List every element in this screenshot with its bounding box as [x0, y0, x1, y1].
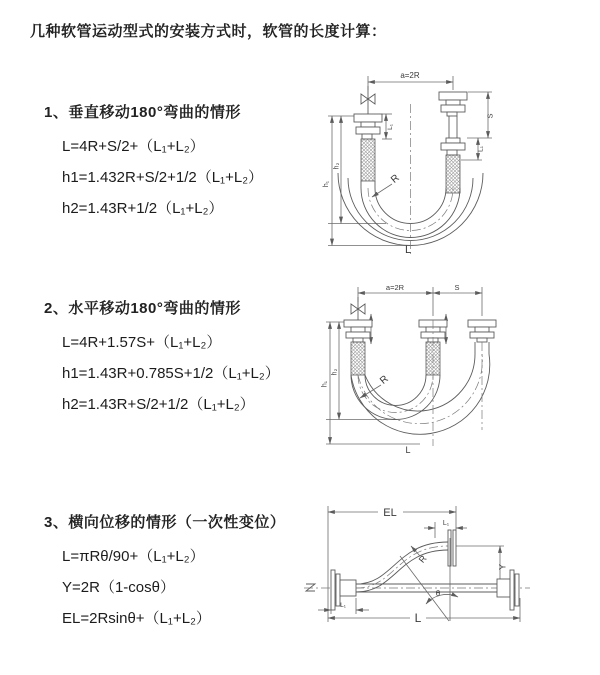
page-title: 几种软管运动型式的安装方式时，软管的长度计算：	[30, 23, 387, 40]
section-2-heading: 2、水平移动180°弯曲的情形	[44, 300, 241, 317]
formula-L: L=πRθ/90+（L₁+L₂）	[62, 548, 205, 565]
dim-label-h2: h₂	[331, 368, 339, 376]
radius-annotation	[360, 374, 391, 398]
section-3-heading: 3、横向位移的情形（一次性变位）	[44, 514, 286, 531]
dim-label-a2r: a=2R	[385, 283, 405, 292]
displaced-hose	[356, 530, 456, 592]
dim-label-l1-top: L₁	[442, 520, 450, 527]
section-1-heading: 1、垂直移动180°弯曲的情形	[44, 104, 241, 121]
radius-annotation	[411, 546, 429, 565]
braided-hose-section	[446, 155, 460, 193]
braided-hose-section	[351, 342, 365, 375]
formula-EL: EL=2Rsinθ+（L₁+L₂）	[62, 610, 211, 627]
u-shaped-hose-original	[351, 375, 440, 420]
diagram-vertical-180-bend	[308, 66, 595, 268]
valve-symbol	[361, 86, 375, 114]
label-L: L	[405, 445, 411, 455]
dim-label-l: L	[414, 611, 422, 625]
formula-h1: h1=1.43R+0.785S+1/2（L₁+L₂）	[62, 365, 280, 382]
formula-L: L=4R+S/2+（L₁+L₂）	[62, 138, 205, 155]
dim-label-el: EL	[383, 507, 397, 519]
dim-label-h2: h₂	[333, 162, 341, 170]
dim-label-h1: h₁	[323, 180, 330, 188]
label-L: L	[404, 244, 412, 256]
label-R: R	[378, 373, 391, 387]
left-pipe-fitting	[354, 114, 382, 181]
dimension-lines	[318, 506, 520, 625]
dim-label-l1-right: L₁	[477, 146, 485, 152]
valve-symbol	[351, 297, 365, 320]
formula-h2: h2=1.43R+1/2（L₁+L₂）	[62, 200, 224, 217]
formula-h2: h2=1.43R+S/2+1/2（L₁+L₂）	[62, 396, 255, 413]
section-lateral-displacement	[44, 511, 285, 633]
dimension-lines	[322, 283, 483, 444]
section-1-formulas	[62, 130, 263, 223]
section-horizontal-movement	[44, 297, 280, 419]
pipe-break-symbol	[306, 584, 315, 591]
dim-label-a2r: a=2R	[400, 71, 420, 80]
left-pipe-fitting	[344, 320, 372, 375]
radius-annotation	[372, 173, 402, 197]
braided-hose-section	[361, 139, 375, 181]
dim-label-h1: h₁	[321, 380, 329, 388]
formula-h1: h1=1.432R+S/2+1/2（L₁+L₂）	[62, 169, 264, 186]
dim-label-y: Y	[497, 563, 508, 571]
label-R: R	[389, 172, 402, 186]
dim-label-s: S	[485, 113, 495, 119]
section-3-formulas	[62, 540, 285, 633]
dim-label-l1-bottom: L₁	[340, 602, 346, 609]
dimension-lines	[323, 71, 495, 246]
diagram-lateral-displacement	[298, 498, 600, 634]
formula-Y: Y=2R（1-cosθ）	[62, 579, 175, 596]
label-theta: θ	[435, 589, 441, 598]
section-2-formulas	[62, 326, 280, 419]
right-pipe-fittings	[439, 92, 467, 193]
u-shaped-hose-displaced	[351, 320, 490, 446]
diagram-horizontal-180-bend	[308, 280, 595, 482]
dim-label-l1-left: L₁	[387, 124, 394, 130]
dim-label-s: S	[454, 283, 460, 292]
section-vertical-movement	[44, 101, 263, 223]
label-R: R	[416, 553, 429, 565]
formula-L: L=4R+1.57S+（L₁+L₂）	[62, 334, 222, 351]
